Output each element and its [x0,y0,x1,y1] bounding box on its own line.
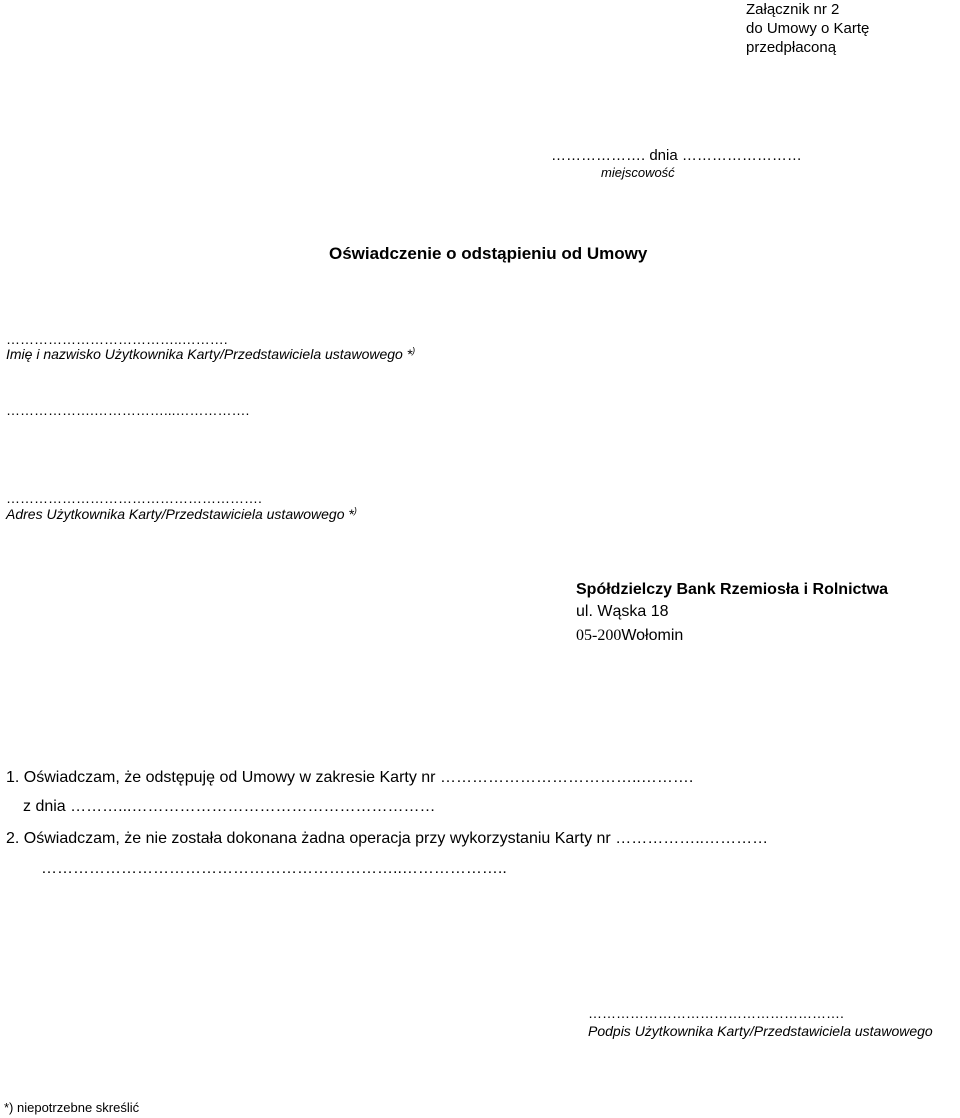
attachment-line-1: Załącznik nr 2 [746,1,840,18]
statement-1-number: 1. [6,769,20,786]
statement-1 [6,770,693,786]
bank-city-line [576,624,888,648]
bank-city: Wołomin [621,627,684,644]
name-caption-footnote-mark: ) [412,345,416,356]
footnote: *) niepotrzebne skreślić [4,1100,140,1115]
name-caption [6,347,415,361]
name-dots: ………………………………..………. [6,331,228,347]
place-date-line: ………………. dnia …………………… [551,147,802,164]
statement-2 [6,831,768,847]
address-caption-footnote-mark: ) [353,505,357,516]
address-caption-text: Adres Użytkownika Karty/Przedstawiciela ustawowego * [6,506,354,522]
bank-postal-code: 05-200 [576,627,622,644]
name-caption-text: Imię i nazwisko Użytkownika Karty/Przedstawiciela ustawowego * [6,346,413,362]
statement-2-text: Oświadczam, że nie została dokonana żadna operacja przy wykorzystaniu Karty nr ……………..………… [23,830,769,847]
statement-2-number: 2. [6,830,20,847]
statement-2-dots: …………………………………………………………..……………….. [41,860,507,877]
place-caption: miejscowość [601,165,675,180]
attachment-line-2: do Umowy o Kartę [746,20,870,37]
signature-dots: ………………………………………………. [588,1005,844,1021]
address-dots-line-2: ………………………………………………. [6,490,262,506]
attachment-header [746,0,869,57]
attachment-line-3: przedpłaconą [746,39,837,56]
bank-name: Spółdzielczy Bank Rzemiosła i Rolnictwa [576,581,889,598]
signature-caption: Podpis Użytkownika Karty/Przedstawiciela ustawowego [588,1023,933,1039]
document-title: Oświadczenie o odstąpieniu od Umowy [329,244,648,263]
statement-1-text: Oświadczam, że odstępuję od Umowy w zakresie Karty nr ………………………………..………. [23,769,694,786]
address-dots-line-1: ……………….……………...……………. [6,402,250,418]
bank-street: ul. Wąska 18 [576,603,669,620]
address-caption [6,507,357,521]
bank-address [576,580,888,648]
statement-1-date: z dnia ………...………………………………………………… [23,798,436,815]
